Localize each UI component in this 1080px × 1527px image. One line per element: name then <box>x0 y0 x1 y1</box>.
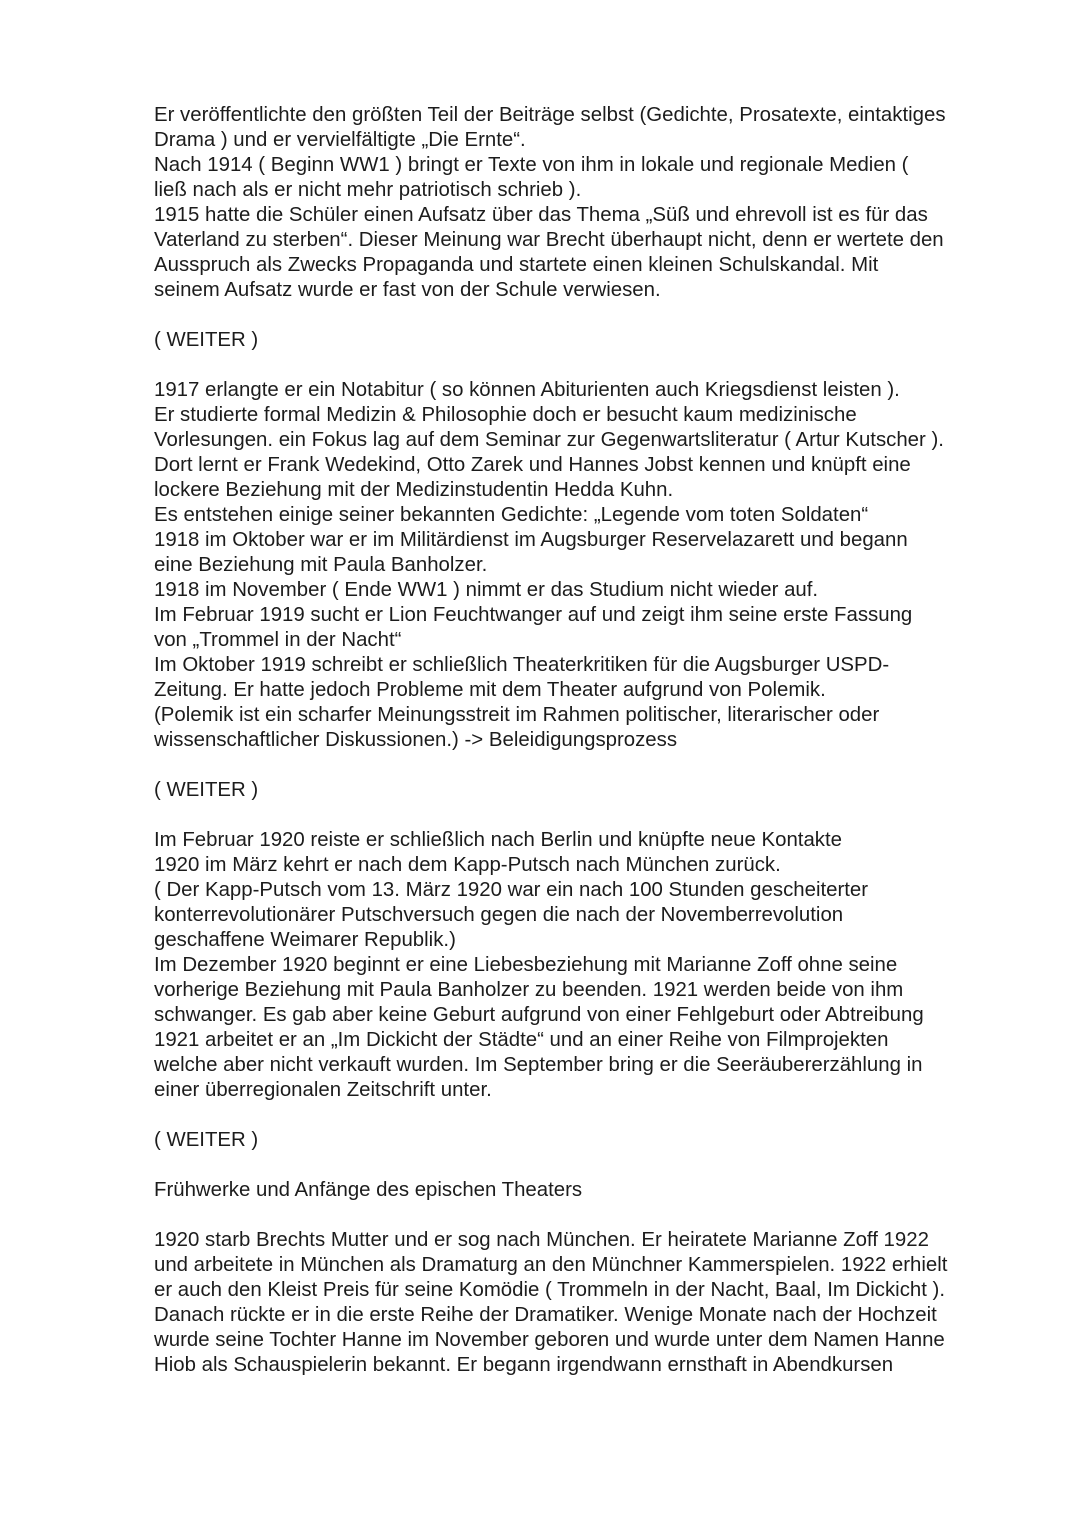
text-line: welche aber nicht verkauft wurden. Im September bring er die Seeräubererzählung in <box>154 1054 923 1076</box>
text-line: Zeitung. Er hatte jedoch Probleme mit dem Theater aufgrund von Polemik. <box>154 679 826 701</box>
text-line: Er studierte formal Medizin & Philosophie doch er besucht kaum medizinische <box>154 404 857 426</box>
paragraph-gap <box>154 353 1014 378</box>
text-line: ( WEITER ) <box>154 779 259 801</box>
text-line: 1920 im März kehrt er nach dem Kapp-Putsch nach München zurück. <box>154 854 781 876</box>
text-line: ließ nach als er nicht mehr patriotisch schrieb ). <box>154 179 582 201</box>
text-line: und arbeitete in München als Dramaturg an den Münchner Kammerspielen. 1922 erhielt <box>154 1254 948 1276</box>
paragraph-gap <box>154 803 1014 828</box>
text-line: Frühwerke und Anfänge des epischen Theaters <box>154 1179 583 1201</box>
text-line: geschaffene Weimarer Republik.) <box>154 929 456 951</box>
text-paragraph <box>154 378 1014 753</box>
text-line: von „Trommel in der Nacht“ <box>154 629 402 651</box>
text-line: Es entstehen einige seiner bekannten Gedichte: „Legende vom toten Soldaten“ <box>154 504 869 526</box>
text-paragraph <box>154 103 1014 303</box>
text-line: Im Oktober 1919 schreibt er schließlich Theaterkritiken für die Augsburger USPD- <box>154 654 890 676</box>
text-line: Er veröffentlichte den größten Teil der Beiträge selbst (Gedichte, Prosatexte, eintaktiges <box>154 104 946 126</box>
text-line: lockere Beziehung mit der Medizinstudentin Hedda Kuhn. <box>154 479 674 501</box>
text-line: einer überregionalen Zeitschrift unter. <box>154 1079 492 1101</box>
text-line: Vorlesungen. ein Fokus lag auf dem Seminar zur Gegenwartsliteratur ( Artur Kutscher ). <box>154 429 944 451</box>
text-line: 1915 hatte die Schüler einen Aufsatz über das Thema „Süß und ehrevoll ist es für das <box>154 204 928 226</box>
text-line: 1918 im November ( Ende WW1 ) nimmt er das Studium nicht wieder auf. <box>154 579 819 601</box>
text-line: 1920 starb Brechts Mutter und er sog nach München. Er heiratete Marianne Zoff 1922 <box>154 1229 929 1251</box>
text-line: Hiob als Schauspielerin bekannt. Er begann irgendwann ernsthaft in Abendkursen <box>154 1354 894 1376</box>
text-line: Im Februar 1919 sucht er Lion Feuchtwanger auf und zeigt ihm seine erste Fassung <box>154 604 913 626</box>
text-line: konterrevolutionärer Putschversuch gegen die nach der Novemberrevolution <box>154 904 844 926</box>
text-line: vorherige Beziehung mit Paula Banholzer zu beenden. 1921 werden beide von ihm <box>154 979 904 1001</box>
text-line: Dort lernt er Frank Wedekind, Otto Zarek und Hannes Jobst kennen und knüpft eine <box>154 454 911 476</box>
text-line: ( Der Kapp-Putsch vom 13. März 1920 war ein nach 100 Stunden gescheiterter <box>154 879 869 901</box>
paragraph-gap <box>154 1203 1014 1228</box>
text-line: (Polemik ist ein scharfer Meinungsstreit im Rahmen politischer, literarischer oder <box>154 704 880 726</box>
text-line: Danach rückte er in die erste Reihe der Dramatiker. Wenige Monate nach der Hochzeit <box>154 1304 937 1326</box>
text-line: Im Dezember 1920 beginnt er eine Liebesbeziehung mit Marianne Zoff ohne seine <box>154 954 898 976</box>
text-line: Nach 1914 ( Beginn WW1 ) bringt er Texte von ihm in lokale und regionale Medien ( <box>154 154 909 176</box>
text-line: Vaterland zu sterben“. Dieser Meinung war Brecht überhaupt nicht, denn er wertete den <box>154 229 944 251</box>
document-page <box>154 103 1014 1378</box>
section-heading <box>154 1178 1014 1203</box>
text-line: schwanger. Es gab aber keine Geburt aufgrund von einer Fehlgeburt oder Abtreibung <box>154 1004 924 1026</box>
text-line: 1921 arbeitet er an „Im Dickicht der Städte“ und an einer Reihe von Filmprojekten <box>154 1029 889 1051</box>
text-line: Im Februar 1920 reiste er schließlich nach Berlin und knüpfte neue Kontakte <box>154 829 843 851</box>
continue-marker <box>154 778 1014 803</box>
paragraph-gap <box>154 753 1014 778</box>
text-line: wurde seine Tochter Hanne im November geboren und wurde unter dem Namen Hanne <box>154 1329 945 1351</box>
text-line: eine Beziehung mit Paula Banholzer. <box>154 554 488 576</box>
text-line: ( WEITER ) <box>154 329 259 351</box>
continue-marker <box>154 1128 1014 1153</box>
text-line: 1918 im Oktober war er im Militärdienst im Augsburger Reservelazarett und begann <box>154 529 908 551</box>
text-line: Ausspruch als Zwecks Propaganda und startete einen kleinen Schulskandal. Mit <box>154 254 879 276</box>
paragraph-gap <box>154 303 1014 328</box>
text-paragraph <box>154 828 1014 1103</box>
text-line: Drama ) und er vervielfältigte „Die Ernte“. <box>154 129 526 151</box>
paragraph-gap <box>154 1103 1014 1128</box>
text-line: 1917 erlangte er ein Notabitur ( so können Abiturienten auch Kriegsdienst leisten ). <box>154 379 900 401</box>
text-paragraph <box>154 1228 1014 1378</box>
text-line: er auch den Kleist Preis für seine Komödie ( Trommeln in der Nacht, Baal, Im Dickicht ). <box>154 1279 946 1301</box>
paragraph-gap <box>154 1153 1014 1178</box>
text-line: wissenschaftlicher Diskussionen.) -> Beleidigungsprozess <box>154 729 678 751</box>
text-line: seinem Aufsatz wurde er fast von der Schule verwiesen. <box>154 279 661 301</box>
text-line: ( WEITER ) <box>154 1129 259 1151</box>
continue-marker <box>154 328 1014 353</box>
